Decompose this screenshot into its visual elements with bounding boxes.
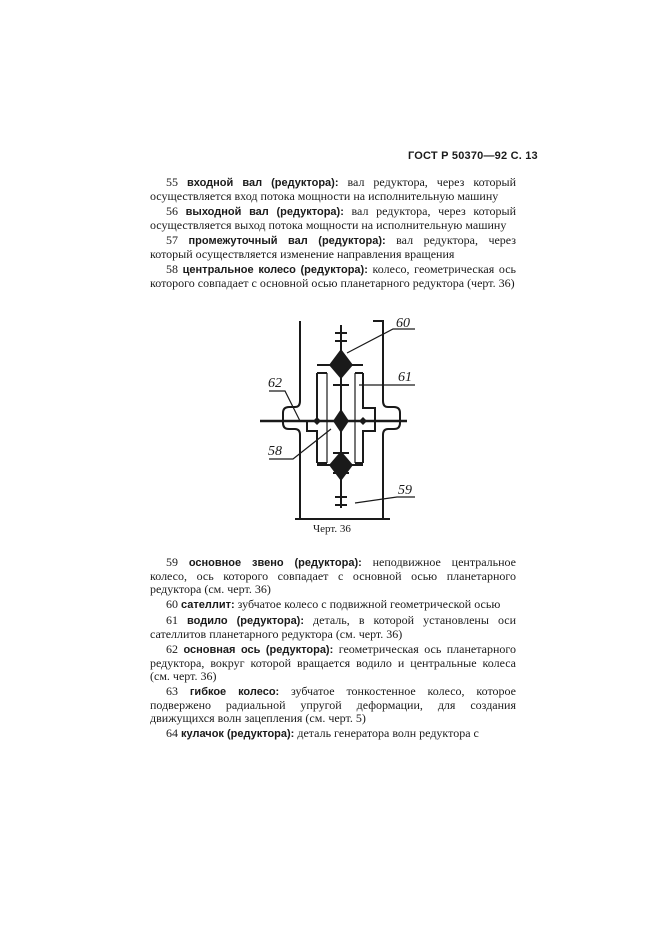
leader-60 xyxy=(347,329,415,353)
entry-63: 63 гибкое колесо: зубчатое тонкостенное колесо, которое подвержено радиальной упругой деформации, для создания движущихся волн зацепления (см. черт. 5) xyxy=(150,684,517,725)
entries-bottom xyxy=(150,556,516,743)
entry-56: 56 выходной вал (редуктора): вал редуктора, через который осуществляется выход потока мощности на исполнительную машину xyxy=(150,204,517,232)
label-58: 58 xyxy=(268,444,282,459)
entry-61: 61 водило (редуктора): деталь, в которой установлены оси сателлитов планетарного редуктора (см. черт. 36) xyxy=(150,613,516,641)
label-61: 61 xyxy=(398,370,412,385)
entry-59: 59 основное звено (редуктора): неподвижное центральное колесо, ось которого совпадает с основной осью планетарного редуктора (см. черт. 36) xyxy=(150,555,517,596)
figure-caption: Черт. 36 xyxy=(313,523,351,535)
entry-57: 57 промежуточный вал (редуктора): вал редуктора, через который осуществляется изменение направления вращения xyxy=(150,233,517,261)
planetary-gearbox-drawing xyxy=(255,313,425,528)
label-59: 59 xyxy=(398,483,412,498)
entry-55: 55 входной вал (редуктора): вал редуктора, через который осуществляется вход потока мощности на исполнительную машину xyxy=(150,175,516,203)
entry-62: 62 основная ось (редуктора): геометрическая ось планетарного редуктора, вокруг которой вращается водило и центральные колеса (см. черт. 36) xyxy=(150,642,517,683)
drawing-svg xyxy=(255,313,425,528)
entry-64: 64 кулачок (редуктора): деталь генератора волн редуктора с xyxy=(166,726,479,740)
label-60: 60 xyxy=(396,316,410,331)
entry-60: 60 сателлит: зубчатое колесо с подвижной геометрической осью xyxy=(166,597,501,611)
page-header: ГОСТ Р 50370—92 С. 13 xyxy=(408,150,538,162)
label-62: 62 xyxy=(268,376,282,391)
entry-58: 58 центральное колесо (редуктора): колесо, геометрическая ось которого совпадает с основной осью планетарного редуктора (черт. 36) xyxy=(150,262,516,290)
entries-top xyxy=(150,176,516,292)
